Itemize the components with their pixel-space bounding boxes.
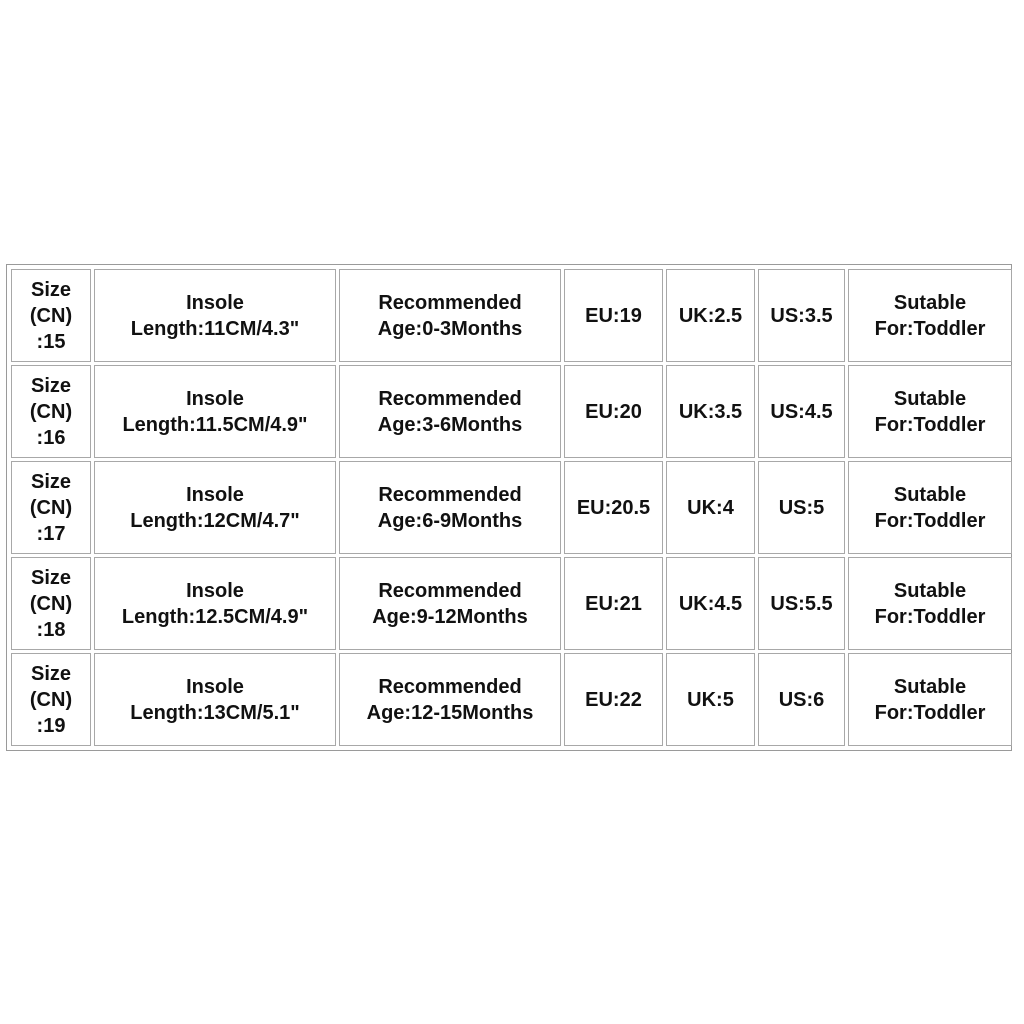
recommended-label: Recommended [378,675,522,698]
cn-size-label: Size [30,278,72,301]
insole-length-value: Length:11CM/4.3" [130,317,300,340]
recommended-age-cell [339,461,561,554]
us-size-value: US:6 [778,688,825,711]
eu-size-cell [564,653,663,746]
suitable-value: For:Toddler [874,317,986,340]
recommended-age-value: Age:12-15Months [366,701,534,724]
us-size-value: US:4.5 [770,400,833,423]
cn-size-cell [11,365,91,458]
us-size-cell [758,461,845,554]
recommended-label: Recommended [378,291,522,314]
table-row [11,269,1012,362]
insole-length-cell [94,653,336,746]
uk-size-value: UK:3.5 [678,400,743,423]
suitable-for-cell [848,557,1012,650]
suitable-for-cell [848,461,1012,554]
uk-size-value: UK:4 [687,496,734,519]
recommended-age-value: Age:3-6Months [377,413,523,436]
suitable-for-cell [848,653,1012,746]
insole-label: Insole [186,387,244,410]
uk-size-value: UK:5 [687,688,734,711]
eu-size-value: EU:22 [585,688,642,711]
insole-label: Insole [186,291,244,314]
recommended-label: Recommended [378,483,522,506]
insole-length-value: Length:13CM/5.1" [130,701,300,724]
size-chart [6,264,1012,751]
cn-size-unit: (CN) [29,400,73,423]
cn-size-value: :18 [36,618,66,641]
recommended-age-value: Age:9-12Months [372,605,528,628]
cn-size-unit: (CN) [29,688,73,711]
table-row [11,653,1012,746]
cn-size-unit: (CN) [29,496,73,519]
recommended-label: Recommended [378,387,522,410]
suitable-value: For:Toddler [874,605,986,628]
cn-size-label: Size [30,374,72,397]
us-size-value: US:5 [778,496,825,519]
suitable-value: For:Toddler [874,509,986,532]
recommended-age-value: Age:0-3Months [377,317,523,340]
table-row [11,365,1012,458]
cn-size-value: :19 [36,714,66,737]
eu-size-cell [564,557,663,650]
us-size-value: US:5.5 [770,592,833,615]
us-size-cell [758,269,845,362]
size-chart-table [8,266,1015,749]
recommended-label: Recommended [378,579,522,602]
eu-size-cell [564,461,663,554]
insole-length-value: Length:11.5CM/4.9" [122,413,308,436]
eu-size-value: EU:20.5 [576,496,651,519]
cn-size-label: Size [30,662,72,685]
cn-size-cell [11,461,91,554]
cn-size-value: :17 [36,522,66,545]
insole-length-cell [94,461,336,554]
recommended-age-cell [339,653,561,746]
insole-label: Insole [186,579,244,602]
uk-size-cell [666,269,755,362]
suitable-label: Sutable [893,483,967,506]
uk-size-cell [666,653,755,746]
suitable-label: Sutable [893,291,967,314]
insole-length-cell [94,557,336,650]
suitable-label: Sutable [893,579,967,602]
cn-size-value: :15 [36,330,66,353]
eu-size-value: EU:19 [585,304,642,327]
cn-size-cell [11,557,91,650]
us-size-value: US:3.5 [770,304,833,327]
suitable-label: Sutable [893,675,967,698]
suitable-value: For:Toddler [874,413,986,436]
suitable-label: Sutable [893,387,967,410]
suitable-for-cell [848,365,1012,458]
cn-size-unit: (CN) [29,592,73,615]
recommended-age-cell [339,365,561,458]
uk-size-value: UK:2.5 [678,304,743,327]
insole-length-cell [94,269,336,362]
recommended-age-cell [339,557,561,650]
us-size-cell [758,557,845,650]
table-row [11,557,1012,650]
cn-size-cell [11,269,91,362]
eu-size-cell [564,365,663,458]
insole-length-cell [94,365,336,458]
us-size-cell [758,653,845,746]
uk-size-cell [666,461,755,554]
insole-label: Insole [186,483,244,506]
uk-size-cell [666,365,755,458]
eu-size-value: EU:21 [585,592,642,615]
insole-length-value: Length:12CM/4.7" [130,509,300,532]
table-row [11,461,1012,554]
uk-size-cell [666,557,755,650]
insole-label: Insole [186,675,244,698]
cn-size-label: Size [30,566,72,589]
cn-size-cell [11,653,91,746]
eu-size-value: EU:20 [585,400,642,423]
suitable-for-cell [848,269,1012,362]
recommended-age-value: Age:6-9Months [377,509,523,532]
eu-size-cell [564,269,663,362]
insole-length-value: Length:12.5CM/4.9" [121,605,309,628]
uk-size-value: UK:4.5 [678,592,743,615]
cn-size-label: Size [30,470,72,493]
suitable-value: For:Toddler [874,701,986,724]
us-size-cell [758,365,845,458]
cn-size-value: :16 [36,426,66,449]
recommended-age-cell [339,269,561,362]
cn-size-unit: (CN) [29,304,73,327]
